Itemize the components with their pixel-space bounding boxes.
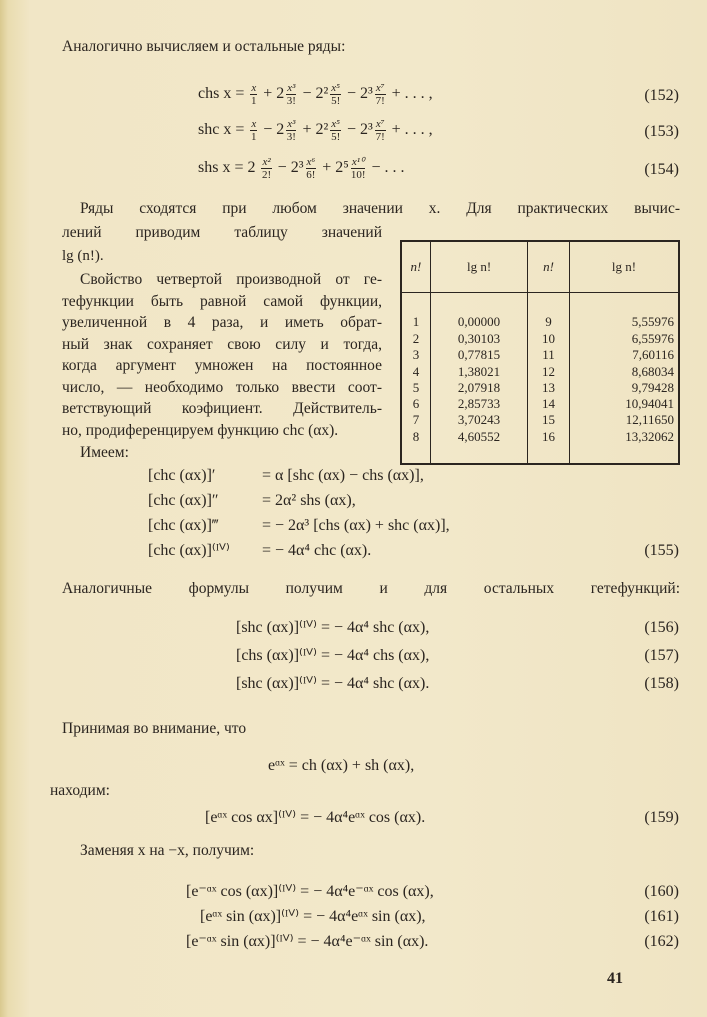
equation-lhs: chs x = xyxy=(198,85,245,103)
term-coefficient: − 2² xyxy=(302,85,329,103)
table-cell: 3,70243 xyxy=(430,411,527,427)
equation: [eᵅˣ sin (αx)]⁽ᴵⱽ⁾ = − 4α⁴eᵅˣ sin (αx), xyxy=(200,908,426,925)
equation-lhs: [chc (αx)]′ xyxy=(148,467,216,484)
paragraph-line: ветствующий коэфициент. Действитель- xyxy=(62,400,382,417)
equation: [e⁻ᵅˣ cos (αx)]⁽ᴵⱽ⁾ = − 4α⁴e⁻ᵅˣ cos (αx), xyxy=(186,883,434,900)
term-coefficient: + 2 xyxy=(263,85,285,103)
equation-lhs: [chc (αx)]⁽ᴵⱽ⁾ xyxy=(148,542,230,559)
equation-lhs: [chc (αx)]″ xyxy=(148,492,219,509)
page-number: 41 xyxy=(607,970,623,987)
imeem-text: Имеем: xyxy=(80,444,129,461)
denominator: 1 xyxy=(251,131,257,143)
equation: [chs (αx)]⁽ᴵⱽ⁾ = − 4α⁴ chs (αx), xyxy=(236,647,430,664)
nahodim-text: находим: xyxy=(50,782,110,799)
table-header: n! xyxy=(528,242,570,293)
euler-equation: eᵅˣ = ch (αx) + sh (αx), xyxy=(268,757,415,774)
term-coefficient: − 2 xyxy=(263,121,285,139)
intro-text: Аналогично вычисляем и остальные ряды: xyxy=(62,38,346,55)
table-cell: 7 xyxy=(412,411,420,427)
table-cell: 7,60116 xyxy=(569,347,678,363)
fraction xyxy=(286,118,296,143)
fraction xyxy=(351,156,366,181)
table-header: lg n! xyxy=(569,242,678,293)
numerator: x³ xyxy=(287,118,296,130)
table-cell: 14 xyxy=(528,395,570,411)
fraction xyxy=(330,82,341,107)
equation-number: (158) xyxy=(644,675,679,692)
paragraph-line: число, — необходимо только ввести соот- xyxy=(62,378,382,396)
fraction xyxy=(306,156,317,181)
equation-rhs: = α [shc (αx) − chs (αx)], xyxy=(262,467,424,484)
table-cell: 2,07918 xyxy=(430,379,527,395)
denominator: 10! xyxy=(350,169,366,181)
fraction xyxy=(375,82,386,107)
table-cell: 10 xyxy=(528,331,570,347)
series-tail: + . . . , xyxy=(391,121,433,139)
equation-number: (153) xyxy=(644,123,679,140)
equation-lhs: shs x = 2 xyxy=(198,159,256,177)
denominator: 2! xyxy=(261,169,272,181)
paragraph-line: увеличенной в 4 раза, и иметь обрат- xyxy=(62,314,382,331)
numerator: x⁷ xyxy=(375,118,385,130)
table-row xyxy=(402,363,678,379)
paragraph-line: лений приводим таблицу значений xyxy=(62,224,382,241)
series-tail: − . . . xyxy=(371,159,405,177)
equation-number: (154) xyxy=(644,161,679,178)
numerator: x² xyxy=(262,156,271,168)
table-cell: 6 xyxy=(412,395,420,411)
equation-number: (162) xyxy=(644,933,679,950)
denominator: 1 xyxy=(251,95,257,107)
fraction xyxy=(375,118,386,143)
paragraph-line: ный знак сохраняет свою силу и тогда, xyxy=(62,335,382,353)
analog-text: Аналогичные формулы получим и для остальных гетефункций: xyxy=(62,580,680,597)
table-cell: 0,00000 xyxy=(430,293,527,331)
table-cell: 4 xyxy=(412,363,420,379)
table-cell: 3 xyxy=(412,347,420,363)
table-cell: 0,30103 xyxy=(430,331,527,347)
denominator: 7! xyxy=(375,131,385,143)
equation-number: (155) xyxy=(644,542,679,559)
equation: [e⁻ᵅˣ sin (αx)]⁽ᴵⱽ⁾ = − 4α⁴e⁻ᵅˣ sin (αx). xyxy=(186,933,429,950)
term-coefficient: + 2² xyxy=(302,121,329,139)
table-cell: 13,32062 xyxy=(569,427,678,463)
term-coefficient: − 2³ xyxy=(347,85,373,103)
table-cell: 16 xyxy=(528,427,570,463)
table-cell: 10,94041 xyxy=(569,395,678,411)
paragraph-line: Свойство четвертой производной от ге- xyxy=(80,271,382,288)
table-cell: 12 xyxy=(528,363,570,379)
paragraph-line: но, продиференцируем функцию chc (αx). xyxy=(62,421,339,439)
table-cell: 8,68034 xyxy=(569,363,678,379)
equation-number: (161) xyxy=(644,908,679,925)
prinimaya-text: Принимая во внимание, что xyxy=(62,720,247,737)
equation-rhs: = 2α² shs (αx), xyxy=(262,492,356,509)
series-tail: + . . . , xyxy=(391,85,433,103)
table-cell: 5 xyxy=(412,379,420,395)
table-cell: 0,77815 xyxy=(430,347,527,363)
table-cell: 12,11650 xyxy=(569,411,678,427)
table-cell: 1 xyxy=(412,314,420,330)
equation-number: (160) xyxy=(644,883,679,900)
term-coefficient: + 2⁵ xyxy=(322,159,349,177)
paragraph-line: тефункции быть равной самой функции, xyxy=(62,292,382,310)
table-row xyxy=(402,293,678,331)
table-row xyxy=(402,427,678,463)
denominator: 5! xyxy=(331,131,341,143)
equation-rhs: = − 2α³ [chs (αx) + shc (αx)], xyxy=(262,517,450,534)
table-cell: 5,55976 xyxy=(569,293,678,331)
numerator: x⁷ xyxy=(375,82,385,94)
table-cell: 11 xyxy=(528,347,570,363)
table-cell: 8 xyxy=(412,428,420,444)
equation-number: (159) xyxy=(644,809,679,826)
table-row xyxy=(402,411,678,427)
equation-lhs: [chc (αx)]‴ xyxy=(148,517,219,534)
table-cell: 1,38021 xyxy=(430,363,527,379)
paragraph-line: lg (n!). xyxy=(62,248,104,264)
table-header: n! xyxy=(402,242,430,293)
equation-rhs: = − 4α⁴ chc (αx). xyxy=(262,542,372,559)
factorial-log-table xyxy=(400,240,680,465)
equation-number: (157) xyxy=(644,647,679,664)
numerator: x³ xyxy=(287,82,296,94)
table-cell: 4,60552 xyxy=(430,427,527,463)
paragraph-line: когда аргумент умножен на постоянное xyxy=(62,357,382,374)
denominator: 6! xyxy=(306,169,316,181)
numerator: x xyxy=(251,82,257,94)
numerator: x¹⁰ xyxy=(351,156,365,168)
table-cell: 2 xyxy=(412,331,420,347)
table-header: lg n! xyxy=(430,242,527,293)
series-equation xyxy=(198,156,405,181)
numerator: x⁵ xyxy=(331,118,341,130)
equation: [shc (αx)]⁽ᴵⱽ⁾ = − 4α⁴ shc (αx), xyxy=(236,619,430,636)
series-equation xyxy=(198,82,433,107)
series-equation xyxy=(198,118,433,143)
denominator: 5! xyxy=(331,95,341,107)
term-coefficient: − 2³ xyxy=(277,159,304,177)
equation-lhs: shc x = xyxy=(198,121,245,139)
table-row xyxy=(402,347,678,363)
term-coefficient: − 2³ xyxy=(347,121,373,139)
equation-number: (156) xyxy=(644,619,679,636)
equation: [shc (αx)]⁽ᴵⱽ⁾ = − 4α⁴ shc (αx). xyxy=(236,675,430,692)
zamenyaya-text: Заменяя x на −x, получим: xyxy=(80,842,255,859)
table-cell: 9,79428 xyxy=(569,379,678,395)
equation-number: (152) xyxy=(644,87,679,104)
denominator: 3! xyxy=(286,95,296,107)
table-cell: 6,55976 xyxy=(569,331,678,347)
fraction xyxy=(250,82,257,107)
fraction xyxy=(330,118,341,143)
denominator: 7! xyxy=(375,95,385,107)
numerator: x⁶ xyxy=(306,156,316,168)
table-cell: 9 xyxy=(528,293,570,331)
equation-159: [eᵅˣ cos αx]⁽ᴵⱽ⁾ = − 4α⁴eᵅˣ cos (αx). xyxy=(205,809,426,826)
table-row xyxy=(402,331,678,347)
table-cell: 2,85733 xyxy=(430,395,527,411)
fraction xyxy=(261,156,271,181)
fraction xyxy=(286,82,296,107)
table-cell: 15 xyxy=(528,411,570,427)
numerator: x⁵ xyxy=(331,82,341,94)
denominator: 3! xyxy=(286,131,296,143)
paragraph-line: Ряды сходятся при любом значении x. Для практических вычис- xyxy=(80,200,680,217)
numerator: x xyxy=(251,118,257,130)
table-row xyxy=(402,379,678,395)
table-row xyxy=(402,395,678,411)
table-cell: 13 xyxy=(528,379,570,395)
fraction xyxy=(250,118,257,143)
